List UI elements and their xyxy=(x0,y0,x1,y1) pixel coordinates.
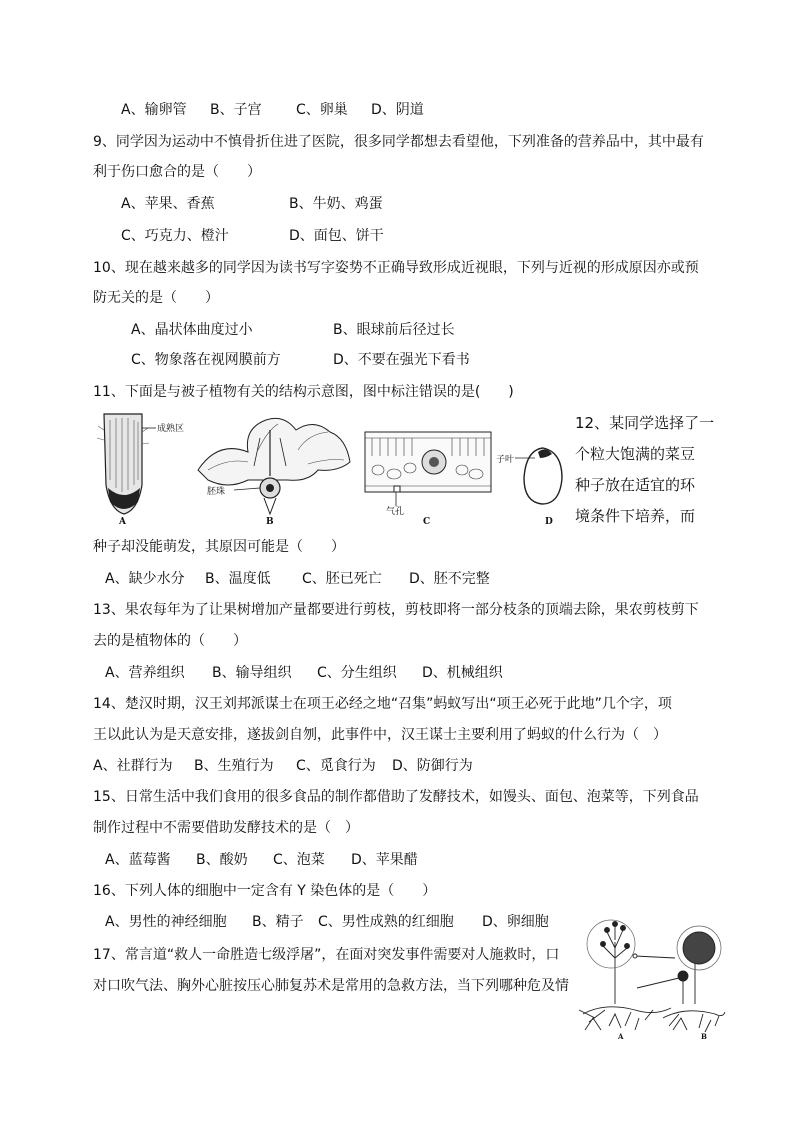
q12-side-line4: 境条件下培养，而 xyxy=(575,507,696,525)
q12-side-line3: 种子放在适宜的环 xyxy=(575,476,696,494)
q12-option-a: A、缺少水分 xyxy=(105,571,185,587)
flower-figure xyxy=(188,410,358,520)
q13-stem-line1: 13、果农每年为了让果树增加产量都要进行剪枝，剪枝即将一部分枝条的顶端去除，果农剪枝剪下 xyxy=(93,602,699,618)
mold-caption-b: B xyxy=(701,1032,707,1041)
q15-option-c: C、泡菜 xyxy=(273,852,325,868)
q15-option-d: D、苹果醋 xyxy=(351,852,418,868)
q13-option-a: A、营养组织 xyxy=(105,665,185,681)
q15-option-a: A、蓝莓酱 xyxy=(105,852,171,868)
q15-option-b: B、酸奶 xyxy=(196,852,248,868)
q8-option-c: C、卵巢 xyxy=(296,102,348,118)
caption-b: B xyxy=(266,517,274,527)
q12-option-d: D、胚不完整 xyxy=(409,571,490,587)
caption-d: D xyxy=(545,517,553,527)
q8-option-b: B、子宫 xyxy=(210,102,262,118)
q9-option-b: B、牛奶、鸡蛋 xyxy=(289,196,383,212)
q10-option-d: D、不要在强光下看书 xyxy=(333,352,470,368)
caption-a: A xyxy=(119,517,126,527)
q16-option-c: C、男性成熟的红细胞 xyxy=(318,914,454,930)
bean-seed-figure xyxy=(518,444,568,508)
q15-stem-line2: 制作过程中不需要借助发酵技术的是（ ） xyxy=(93,820,359,836)
q9-option-a: A、苹果、香蕉 xyxy=(121,196,215,212)
q16-option-d: D、卵细胞 xyxy=(482,914,549,930)
q14-stem-line1: 14、楚汉时期，汉王刘邦派谋士在项王必经之地“召集”蚂蚁写出“项王必死于此地”几个字，项 xyxy=(93,696,672,712)
q12-stem-continued: 种子却没能萌发，其原因可能是（ ） xyxy=(93,539,345,555)
q14-option-d: D、防御行为 xyxy=(392,758,473,774)
q10-option-b: B、眼球前后径过长 xyxy=(333,322,455,338)
label-stoma: 气孔 xyxy=(386,507,405,517)
q16-stem: 16、下列人体的细胞中一定含有 Y 染色体的是（ ） xyxy=(93,883,437,899)
q14-stem-line2: 王以此认为是天意安排，遂拔剑自刎，此事件中，汉王谋士主要利用了蚂蚁的什么行为（ ） xyxy=(93,727,667,743)
q12-option-c: C、胚已死亡 xyxy=(302,571,382,587)
cotyledon-pointer-line xyxy=(515,456,535,460)
q14-option-a: A、社群行为 xyxy=(93,758,173,774)
q17-stem-line2: 对口吹气法、胸外心脏按压心肺复苏术是常用的急救方法，当下列哪种危及情 xyxy=(93,978,569,994)
q15-stem-line1: 15、日常生活中我们食用的很多食品的制作都借助了发酵技术，如馒头、面包、泡菜等，下列食品 xyxy=(93,789,699,805)
q16-option-a: A、男性的神经细胞 xyxy=(105,914,227,930)
q9-option-c: C、巧克力、橙汁 xyxy=(121,228,229,244)
label-maturation-zone: 成熟区 xyxy=(157,424,185,434)
q17-stem-line1: 17、常言道“救人一命胜造七级浮屠”，在面对突发事件需要对人施救时，口 xyxy=(93,947,560,963)
q11-stem: 11、下面是与被子植物有关的结构示意图，图中标注错误的是( ) xyxy=(93,384,514,400)
mold-caption-a: A xyxy=(618,1032,624,1041)
q12-side-line2: 个粒大饱满的菜豆 xyxy=(575,445,696,463)
leaf-cross-section-figure xyxy=(364,428,494,498)
q12-side-line1: 12、某同学选择了一 xyxy=(575,414,715,432)
q10-stem-line1: 10、现在越来越多的同学因为读书写字姿势不正确导致形成近视眼，下列与近视的形成原因亦或预 xyxy=(93,260,699,276)
label-cotyledon: 子叶 xyxy=(496,455,515,465)
q10-stem-line2: 防无关的是（ ） xyxy=(93,290,219,306)
q12-option-b: B、温度低 xyxy=(205,571,271,587)
label-ovule: 胚珠 xyxy=(207,487,226,497)
mold-figure xyxy=(575,918,727,1042)
q13-option-b: B、输导组织 xyxy=(212,665,292,681)
q14-option-c: C、觅食行为 xyxy=(296,758,376,774)
q8-option-a: A、输卵管 xyxy=(121,102,187,118)
q13-option-c: C、分生组织 xyxy=(317,665,397,681)
caption-c: C xyxy=(423,517,431,527)
q9-stem-line1: 9、同学因为运动中不慎骨折住进了医院，很多同学都想去看望他，下列准备的营养品中，其中最有 xyxy=(93,134,704,150)
q13-option-d: D、机械组织 xyxy=(422,665,503,681)
q8-option-d: D、阴道 xyxy=(371,102,424,118)
q9-option-d: D、面包、饼干 xyxy=(289,228,384,244)
q10-option-a: A、晶状体曲度过小 xyxy=(131,322,253,338)
q14-option-b: B、生殖行为 xyxy=(194,758,274,774)
q16-option-b: B、精子 xyxy=(252,914,304,930)
q13-stem-line2: 去的是植物体的（ ） xyxy=(93,633,247,649)
q10-option-c: C、物象落在视网膜前方 xyxy=(131,352,281,368)
q9-stem-line2: 利于伤口愈合的是（ ） xyxy=(93,164,261,180)
